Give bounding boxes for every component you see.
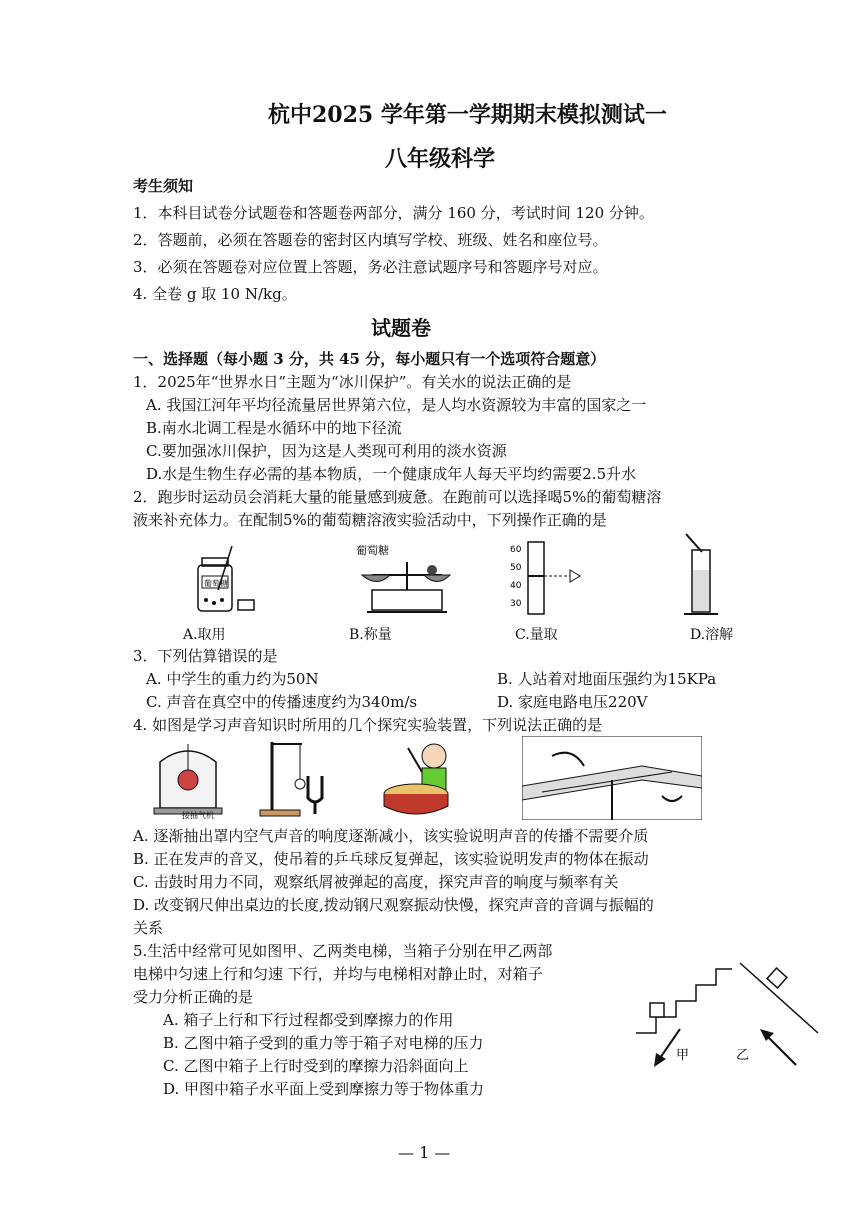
q2-caption-d: D.溶解: [690, 627, 734, 643]
q1-option-b: B.南水北调工程是水循环中的地下径流: [146, 419, 402, 437]
q5-option-c: C. 乙图中箱子上行时受到的摩擦力沿斜面向上: [163, 1057, 469, 1075]
section-title: 试题卷: [371, 316, 431, 340]
q4-figure-bell-jar: [148, 738, 228, 820]
q2-figure-balance: [352, 540, 462, 620]
q3-option-a: A. 中学生的重力约为50N: [146, 670, 319, 688]
q2-stem-line2: 液来补充体力。在配制5%的葡萄糖溶液实验活动中，下列操作正确的是: [133, 511, 607, 529]
q5-option-d: D. 甲图中箱子水平面上受到摩擦力等于物体重力: [163, 1080, 485, 1098]
q5-label-yi: 乙: [736, 1048, 750, 1063]
q4-fig-label: 接抽气机: [182, 811, 214, 820]
q2-cyl-tick-60: 60: [510, 545, 522, 555]
q4-figure-ruler: [522, 736, 702, 820]
q5-stem-line2: 电梯中匀速上行和匀速 下行，并均与电梯相对静止时，对箱子: [133, 965, 543, 983]
q3-option-d: D. 家庭电路电压220V: [497, 693, 648, 711]
q5-stem-line1: 5.生活中经常可见如图甲、乙两类电梯，当箱子分别在甲乙两部: [133, 942, 553, 960]
q2-jar-label: 葡萄糖: [204, 579, 228, 588]
q2-cyl-tick-30: 30: [510, 599, 522, 609]
q1-option-c: C.要加强冰川保护，因为这是人类现可利用的淡水资源: [146, 442, 507, 460]
q2-caption-b: B.称量: [349, 627, 392, 643]
q1-option-d: D.水是生物生存必需的基本物质，一个健康成年人每天平均约需要2.5升水: [146, 465, 637, 483]
q4-option-d: D. 改变钢尺伸出桌边的长度,拨动钢尺观察振动快慢，探究声音的音调与振幅的: [133, 896, 654, 914]
q4-option-d-cont: 关系: [133, 919, 164, 937]
notice-heading: 考生须知: [133, 177, 194, 195]
page-number: — 1 —: [398, 1143, 451, 1162]
q4-figure-drum: [378, 736, 468, 820]
notice-item: 1．本科目试卷分试题卷和答题卷两部分，满分 160 分，考试时间 120 分钟。: [133, 204, 654, 222]
notice-item: 4. 全卷 g 取 10 N/kg。: [133, 285, 297, 303]
q4-option-b: B. 正在发声的音叉，使吊着的乒乓球反复弹起，该实验说明发声的物体在振动: [133, 850, 649, 868]
q2-caption-c: C.量取: [515, 627, 558, 643]
part1-heading: 一、选择题（每小题 3 分，共 45 分，每小题只有一个选项符合题意）: [133, 350, 606, 368]
exam-title: 杭中2025 学年第一学期期末模拟测试一: [268, 102, 667, 128]
q2-balance-label: 葡萄糖: [356, 544, 389, 557]
q3-option-b: B. 人站着对地面压强约为15KPa: [497, 670, 717, 688]
q5-stem-line3: 受力分析正确的是: [133, 988, 254, 1006]
q2-figure-dissolve: [672, 530, 732, 620]
exam-subtitle: 八年级科学: [385, 146, 496, 172]
notice-item: 2．答题前，必须在答题卷的密封区内填写学校、班级、姓名和座位号。: [133, 231, 608, 249]
q5-figure-elevators: [632, 955, 822, 1075]
q5-option-b: B. 乙图中箱子受到的重力等于箱子对电梯的压力: [163, 1034, 484, 1052]
q2-cyl-tick-40: 40: [510, 581, 522, 591]
q5-label-jia: 甲: [676, 1048, 690, 1063]
q5-option-a: A. 箱子上行和下行过程都受到摩擦力的作用: [163, 1011, 454, 1029]
q2-caption-a: A.取用: [183, 627, 226, 643]
q3-stem: 3．下列估算错误的是: [133, 647, 278, 665]
q1-option-a: A. 我国江河年平均径流量居世界第六位，是人均水资源较为丰富的国家之一: [146, 396, 647, 414]
q4-option-a: A. 逐渐抽出罩内空气声音的响度逐渐减小，该实验说明声音的传播不需要介质: [133, 827, 649, 845]
q4-stem: 4. 如图是学习声音知识时所用的几个探究实验装置，下列说法正确的是: [133, 716, 603, 734]
q4-figure-tuning-fork: [252, 736, 342, 820]
q2-stem-line1: 2．跑步时运动员会消耗大量的能量感到疲惫。在跑前可以选择喝5%的葡萄糖溶: [133, 488, 662, 506]
q2-figure-cylinder: [508, 540, 598, 620]
q4-option-c: C. 击鼓时用力不同，观察纸屑被弹起的高度，探究声音的响度与频率有关: [133, 873, 619, 891]
notice-item: 3．必须在答题卷对应位置上答题，务必注意试题序号和答题序号对应。: [133, 258, 608, 276]
q2-cyl-tick-50: 50: [510, 563, 522, 573]
q1-stem: 1．2025年“世界水日”主题为“冰川保护”。有关水的说法正确的是: [133, 373, 572, 391]
q2-figure-take-jar: [190, 540, 270, 620]
q3-option-c: C. 声音在真空中的传播速度约为340m/s: [146, 693, 418, 711]
